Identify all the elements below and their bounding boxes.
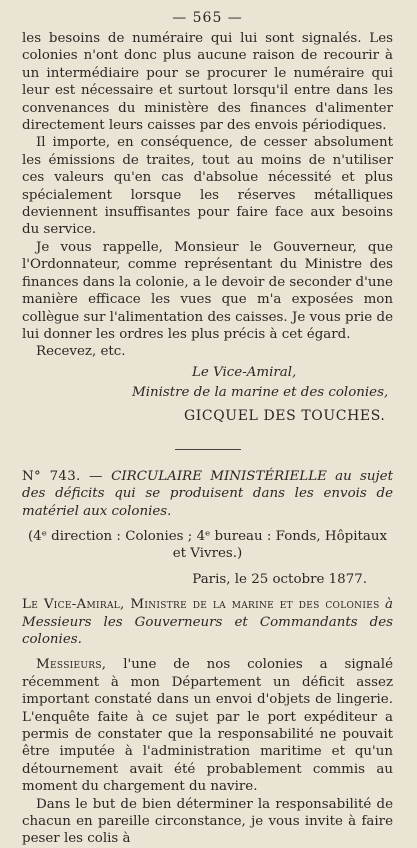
circular-body-paragraph-2: Dans le but de bien déterminer la responsabilité de chacun en pareille circonstance, je vous invite à faire peser les colis à (22, 796, 393, 847)
closing-formula: Recevez, etc. (36, 344, 126, 360)
circular-salutation: Messieurs, (36, 657, 107, 673)
circular-body-paragraph-1 (22, 656, 393, 795)
signature-name: GICQUEL DES TOUCHES. (184, 407, 386, 424)
signature-role: Ministre de la marine et des colonies, (132, 384, 389, 400)
circular-address (22, 596, 393, 648)
signature-title: Le Vice-Amiral, (192, 364, 297, 380)
circular-recipients: Messieurs les Gouverneurs et Commandants des colonies. (22, 614, 393, 647)
circular-type: CIRCULAIRE MINISTÉRIELLE (111, 468, 327, 484)
paragraph-rappel: Je vous rappelle, Monsieur le Gouverneur, que l'Ordonnateur, comme représentant du Ministre des finances dans la colonie, a le devoir de seconder d'une manière efficace les vues que m'a exposées mon collègue sur l'alimentation des caisses. Je vous prie de lui donner les ordres les plus précis à cet égard. (22, 239, 393, 342)
circular-date: Paris, le 25 octobre 1877. (192, 571, 367, 587)
circular-sender-to: à (385, 597, 393, 613)
circular-subject: au sujet des déficits qui se produisent dans les envois de matériel aux colonies. (22, 468, 393, 519)
paragraph-traites: Il importe, en conséquence, de cesser absolument les émissions de traites, tout au moins de n'utiliser ces valeurs qu'en cas d'absolue nécessité et plus spécialement lorsque les réserves métalliques deviennent insuffisantes pour faire face aux besoins du service. (22, 135, 393, 238)
circular-direction: (4ᵉ direction : Colonies ; 4ᵉ bureau : Fonds, Hôpitaux et Vivres.) (27, 528, 388, 562)
section-divider (175, 449, 241, 450)
circular-number: N° 743. — (22, 468, 103, 484)
paragraph-numeraire: les besoins de numéraire qui lui sont signalés. Les colonies n'ont donc plus aucune raison de recourir à un intermédiaire pour se procurer le numéraire qui leur est nécessaire et surtout lorsqu'il entre dans les convenances du ministère des finances d'alimenter directement leurs caisses par des envois périodiques. (22, 31, 393, 134)
circular-heading (22, 468, 393, 520)
circular-sender: Le Vice-Amiral, Ministre de la marine et des colonies (22, 597, 380, 613)
circular-body-1-text: l'une de nos colonies a signalé récemment à mon Département un déficit assez important constaté dans un envoi d'objets de lingerie. L'enquête faite à ce sujet par le port expéditeur a permis de constater que la responsabilité ne pouvait être imputée à l'administration maritime et qu'un détournement avait été probablement commis au moment du chargement du navire. (22, 657, 393, 795)
page-number: — 565 — (172, 10, 243, 26)
